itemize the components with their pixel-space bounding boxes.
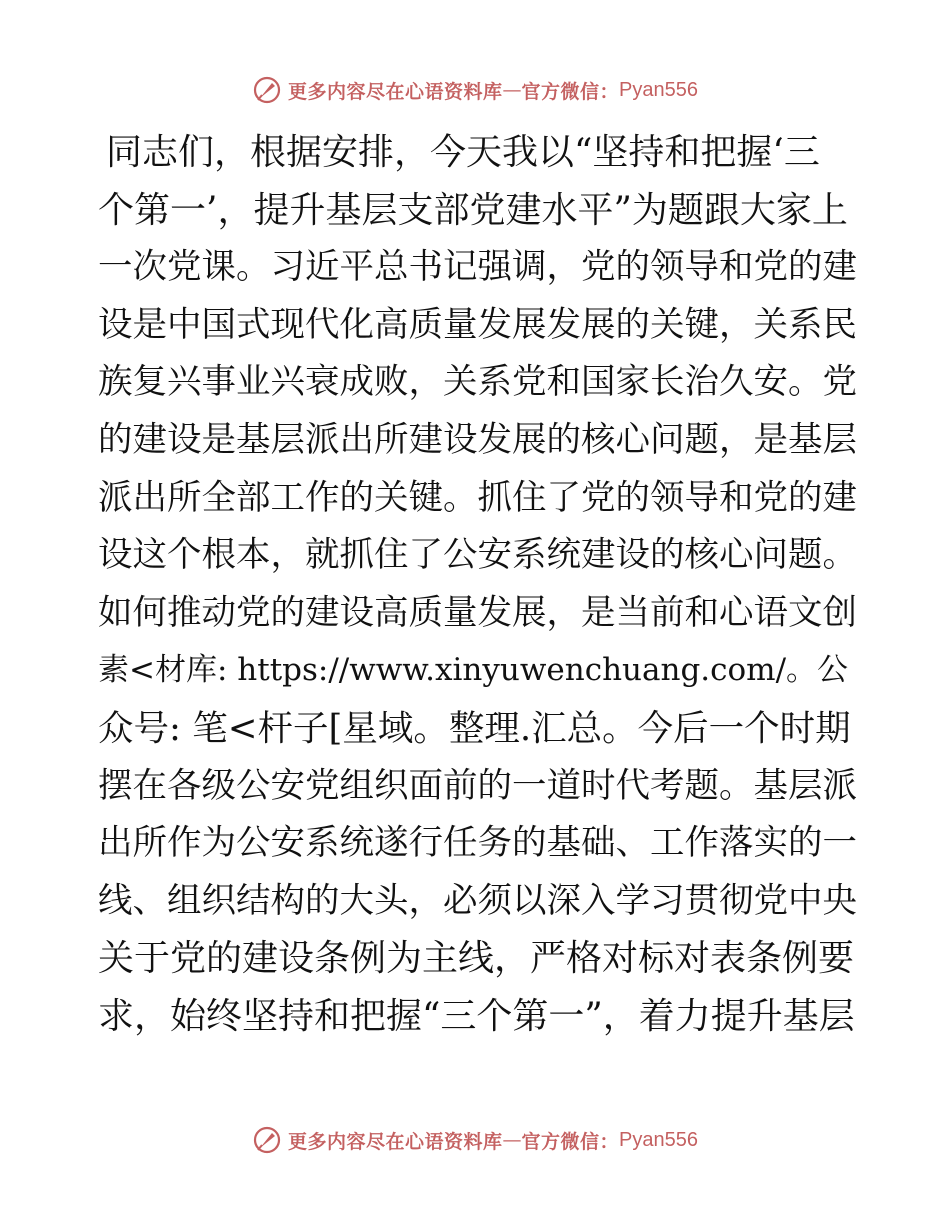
text-line: 出所作为公安系统遂行任务的基础、工作落实的一 <box>98 823 857 864</box>
banner-wechat-id: Pyan556 <box>619 1128 698 1151</box>
text-line: 派出所全部工作的关键。抓住了党的领导和党的建 <box>98 477 857 518</box>
text-line: 摆在各级公安党组织面前的一道时代考题。基层派 <box>98 765 857 806</box>
text-line: 个第一’，提升基层支部党建水平”为题跟大家上 <box>98 189 848 231</box>
document-body <box>98 124 858 1046</box>
text-line: 族复兴事业兴衰成败，关系党和国家长治久安。党 <box>98 362 857 403</box>
text-line: 的建设是基层派出所建设发展的核心问题，是基层 <box>98 419 857 460</box>
text-line: 一次党课。习近平总书记强调，党的领导和党的建 <box>98 247 857 288</box>
banner-wechat-id: Pyan556 <box>619 78 698 101</box>
text-line: 众号: 笔<杆子[星域。整理.汇总。今后一个时期 <box>98 707 851 749</box>
text-line: 如何推动党的建设高质量发展，是当前和心语文创 <box>98 592 857 633</box>
text-line: 关于党的建设条例为主线，严格对标对表条例要 <box>98 938 855 980</box>
text-line: 线、组织结构的大头，必须以深入学习贯彻党中央 <box>98 880 857 921</box>
feather-pen-icon <box>252 75 282 105</box>
banner-wechat-label: 官方微信： <box>521 80 620 103</box>
banner-wechat-label: 官方微信： <box>521 1130 620 1153</box>
text-line: 设这个根本，就抓住了公安系统建设的核心问题。 <box>98 535 857 576</box>
feather-pen-icon <box>252 1125 282 1155</box>
text-line: 设是中国式现代化高质量发展发展的关键，关系民 <box>98 304 857 345</box>
text-line: 求，始终坚持和把握“三个第一”，着力提升基层 <box>98 995 855 1037</box>
banner-text: 更多内容尽在心语资料库 <box>288 80 503 103</box>
banner-separator: — <box>502 1129 522 1151</box>
banner-text: 更多内容尽在心语资料库 <box>288 1130 503 1153</box>
footer-banner <box>0 1120 950 1160</box>
text-line: 同志们，根据安排，今天我以“坚持和把握‘三 <box>106 132 820 173</box>
header-banner <box>0 70 950 110</box>
banner-separator: — <box>502 79 522 101</box>
text-line-url: 素<材库: https://www.xinyuwenchuang.com/。公 <box>98 652 849 689</box>
